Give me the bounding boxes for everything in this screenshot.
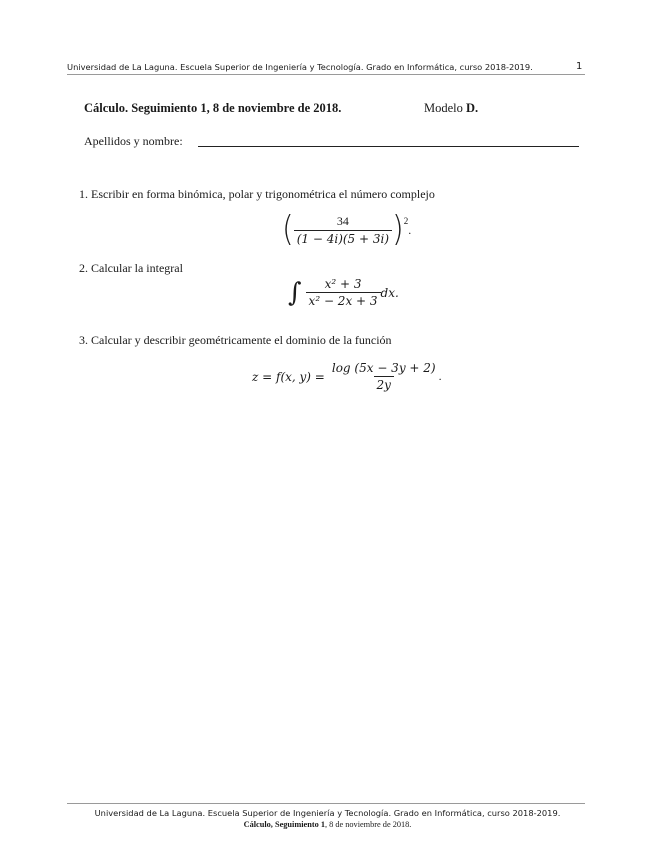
formula-trail: . <box>408 222 412 237</box>
name-field-label: Apellidos y nombre: <box>84 134 183 148</box>
fraction-denominator: x² − 2x + 3 <box>306 292 381 308</box>
question-1-formula <box>282 209 412 250</box>
formula-trail: . <box>438 369 442 383</box>
fraction-numerator: 34 <box>336 214 349 228</box>
left-paren: ( <box>282 209 294 250</box>
question-2-text: Calcular la integral <box>91 261 183 275</box>
fraction-numerator: x² + 3 <box>324 277 362 291</box>
integral-sign: ∫ <box>288 277 302 308</box>
fraction-denominator: 2y <box>374 376 394 392</box>
footer-rule <box>67 803 585 804</box>
question-1-number: 1. <box>79 187 88 201</box>
complex-fraction <box>294 214 392 246</box>
model-label: Modelo <box>424 101 463 115</box>
exponent: 2 <box>403 216 409 226</box>
footer-exam-date: , 8 de noviembre de 2018. <box>324 820 412 829</box>
function-lhs: z = f(x, y) = <box>252 369 325 384</box>
question-2 <box>79 261 183 276</box>
question-3-number: 3. <box>79 333 88 347</box>
footer-exam-info <box>0 820 655 829</box>
exam-title: Cálculo. Seguimiento 1, 8 de noviembre de 2018. <box>84 101 342 115</box>
fraction-numerator: log (5x − 3y + 2) <box>331 361 436 375</box>
exam-model <box>424 101 478 116</box>
footer-exam-name: Cálculo, Seguimiento 1 <box>243 820 325 829</box>
question-1-text: Escribir en forma binómica, polar y trigonométrica el número complejo <box>91 187 435 201</box>
footer-institution: Universidad de La Laguna. Escuela Superior de Ingeniería y Tecnología. Grado en Informática, curso 2018-2019. <box>94 808 561 818</box>
question-2-formula <box>288 277 399 308</box>
running-header: Universidad de La Laguna. Escuela Superior de Ingeniería y Tecnología. Grado en Informática, curso 2018-2019. <box>67 62 533 72</box>
right-paren: ) <box>392 209 404 250</box>
question-2-number: 2. <box>79 261 88 275</box>
function-fraction <box>329 361 439 392</box>
differential: dx. <box>380 285 399 300</box>
model-value: D. <box>466 101 479 115</box>
question-3-formula <box>252 361 442 392</box>
integrand-fraction <box>306 277 381 308</box>
header-rule <box>67 74 585 75</box>
fraction-denominator: (1 − 4i)(5 + 3i) <box>294 230 392 246</box>
question-3 <box>79 333 392 348</box>
name-field-line[interactable] <box>198 146 579 147</box>
page-number: 1 <box>576 61 583 72</box>
question-1 <box>79 187 435 202</box>
question-3-text: Calcular y describir geométricamente el dominio de la función <box>91 333 392 347</box>
